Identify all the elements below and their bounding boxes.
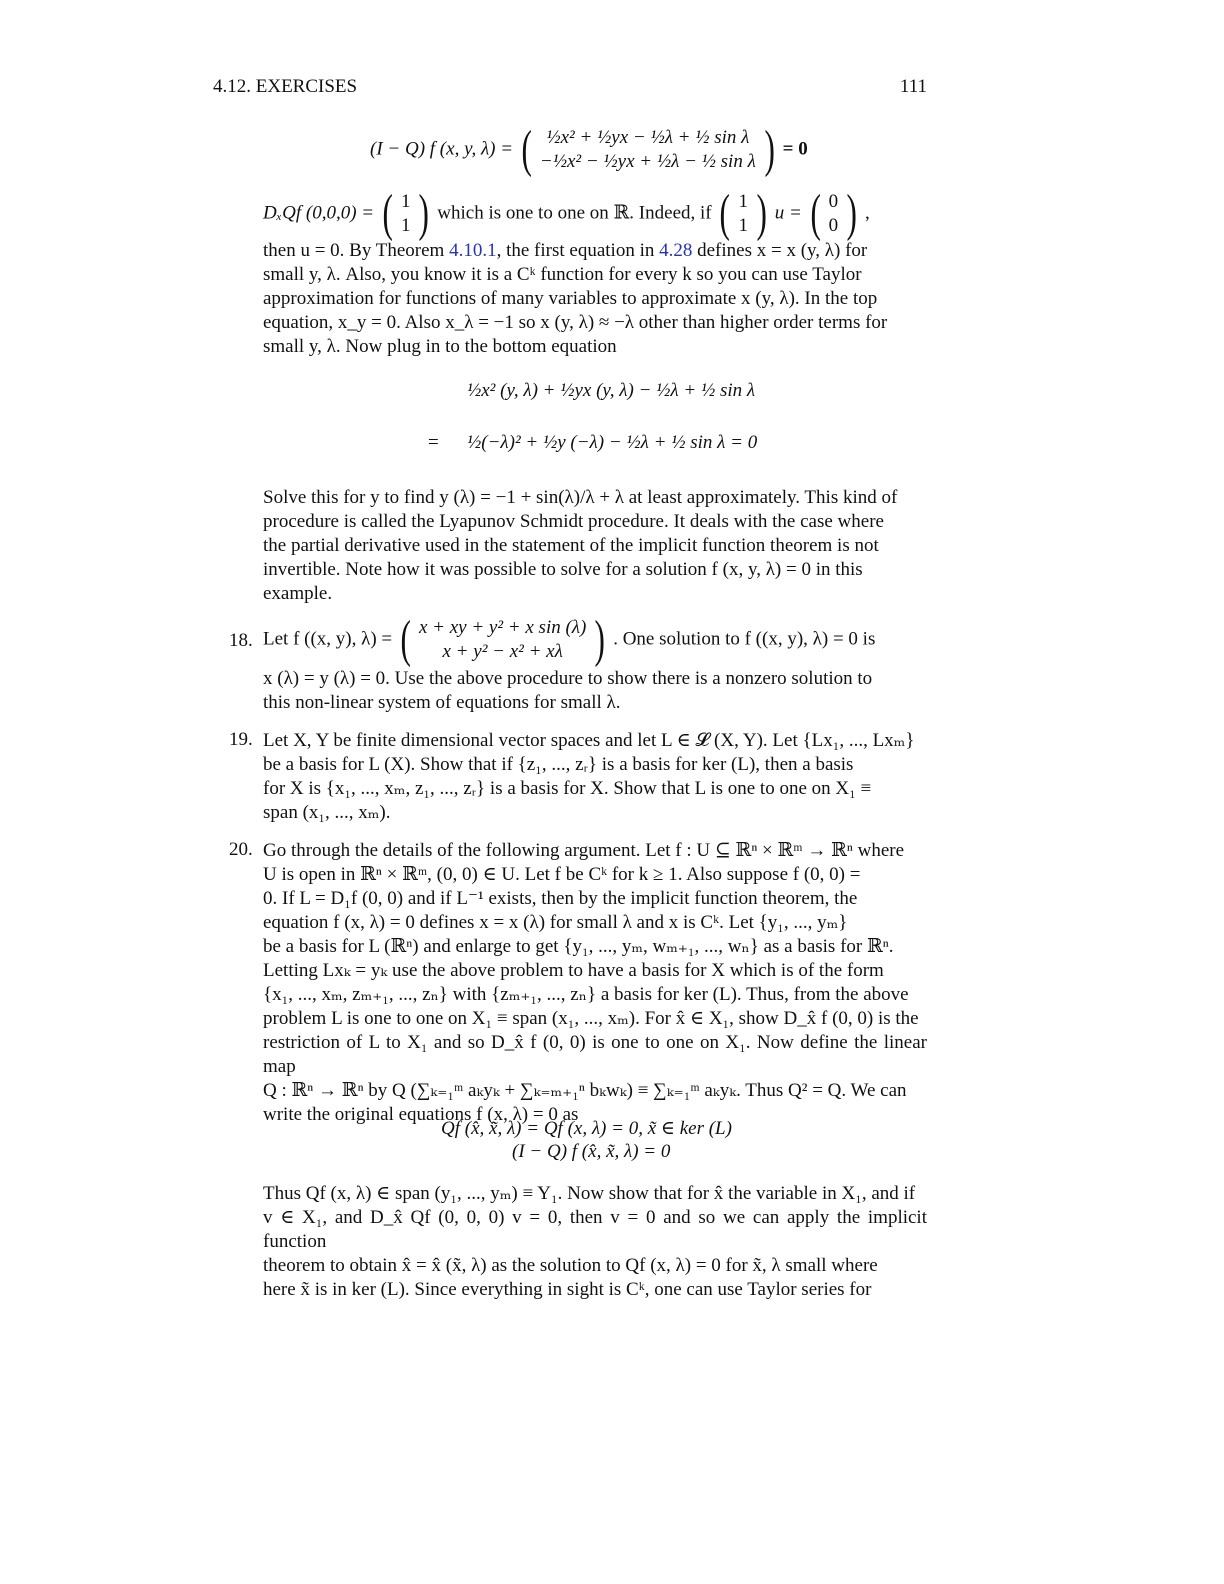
equation-1-matrix — [540, 126, 756, 174]
matrix-row: x + y² − x² + xλ — [442, 641, 563, 662]
paragraph-2-line-5: example. — [263, 583, 333, 604]
exercise-18-matrix — [419, 616, 586, 664]
equation-1-rhs: = 0 — [782, 138, 808, 160]
exercise-20-line-1: Go through the details of the following argument. Let f : U ⊆ ℝⁿ × ℝᵐ → ℝⁿ where — [263, 840, 905, 861]
exercise-19-line-3: for X is {x₁, ..., xₘ, z₁, ..., zᵣ} is a basis for X. Show that L is one to one on X₁ ≡ — [263, 778, 872, 799]
text-run: defines x = x (y, λ) for — [692, 240, 868, 261]
exercise-18-number: 18. — [229, 630, 253, 651]
exercise-19-line-4: span (x₁, ..., xₘ). — [263, 802, 391, 823]
equation-1-lhs: (I − Q) f (x, y, λ) = — [370, 138, 514, 160]
exercise-18-rhs: . One solution to f ((x, y), λ) = 0 is — [613, 628, 876, 650]
exercise-20-line-4: equation f (x, λ) = 0 defines x = x (λ) for small λ and x is Cᵏ. Let {y₁, ..., yₘ} — [263, 912, 848, 933]
section-title: 4.12. EXERCISES — [213, 76, 358, 97]
paragraph-3 — [263, 1182, 927, 1302]
equation-2: DₓQf (0,0,0) = ( 1 1 ) which is one to one on ℝ. Indeed, if ( 1 1 ) u = ( 0 0 ) , — [263, 185, 870, 242]
equation-3-row-1: ½x² (y, λ) + ½yx (y, λ) − ½λ + ½ sin λ — [467, 380, 756, 401]
exercise-20-line-3: 0. If L = D₁f (0, 0) and if L⁻¹ exists, then by the implicit function theorem, the — [263, 888, 858, 909]
paragraph-3-line-3: theorem to obtain x̂ = x̂ (x̃, λ) as the solution to Qf (x, λ) = 0 for x̃, λ small where — [263, 1255, 878, 1276]
exercise-20-line-9: restriction of L to X₁ and so D_x̂ f (0, 0) is one to one on X₁. Now define the linear map — [263, 1032, 927, 1077]
equation-2-text: which is one to one on ℝ. Indeed, if — [437, 202, 712, 224]
exercise-18-line-1: Let f ((x, y), λ) = ( x + xy + y² + x sin (λ) x + y² − x² + xλ ) . One solution to f ((x, y), λ) = 0 is — [263, 611, 876, 668]
exercise-20-line-2: U is open in ℝⁿ × ℝᵐ, (0, 0) ∈ U. Let f be Cᵏ for k ≥ 1. Also suppose f (0, 0) = — [263, 864, 861, 885]
equation-2-vector-2 — [738, 190, 748, 238]
paragraph-3-line-1: Thus Qf (x, λ) ∈ span (y₁, ..., yₘ) ≡ Y₁. Now show that for x̂ the variable in X₁, and if — [263, 1183, 916, 1204]
exercise-20-line-6: Letting Lxₖ = yₖ use the above problem to have a basis for X which is of the form — [263, 960, 884, 981]
exercise-19-line-2: be a basis for L (X). Show that if {z₁, ..., zᵣ} is a basis for ker (L), then a basis — [263, 754, 854, 775]
matrix-row: x + xy + y² + x sin (λ) — [418, 617, 587, 638]
paragraph-2-line-1: Solve this for y to find y (λ) = −1 + sin(λ)/λ + λ at least approximately. This kind of — [263, 487, 898, 508]
paragraph-3-line-2: v ∈ X₁, and D_x̂ Qf (0, 0, 0) v = 0, then v = 0 and so we can apply the implicit function — [263, 1207, 927, 1252]
equation-4-row-1: Qf (x̂, x̃, λ) = Qf (x, λ) = 0, x̃ ∈ ker (L) — [441, 1118, 732, 1139]
exercise-19-number: 19. — [229, 729, 253, 750]
exercise-18-lhs: Let f ((x, y), λ) = — [263, 628, 393, 650]
exercise-18-line-3: this non-linear system of equations for small λ. — [263, 692, 621, 713]
equation-2-mid: u = — [774, 202, 802, 224]
paragraph-1-line-4: equation, x_y = 0. Also x_λ = −1 so x (y, λ) ≈ −λ other than higher order terms for — [263, 312, 888, 333]
paragraph-1-line-2: small y, λ. Also, you know it is a Cᵏ function for every k so you can use Taylor — [263, 264, 862, 285]
equation-1-row-1: ½x² + ½yx − ½λ + ½ sin λ — [546, 127, 750, 148]
exercise-20-body — [263, 839, 927, 1127]
paragraph-2 — [263, 486, 927, 606]
exercise-20-number: 20. — [229, 839, 253, 860]
paragraph-2-line-3: the partial derivative used in the statement of the implicit function theorem is not — [263, 535, 879, 556]
equation-2-vector — [401, 190, 411, 238]
equation-3-row-2: ½(−λ)² + ½y (−λ) − ½λ + ½ sin λ = 0 — [467, 432, 758, 453]
equation-3-equals: = — [428, 432, 439, 453]
exercise-20-line-7: {x₁, ..., xₘ, zₘ₊₁, ..., zₙ} with {zₘ₊₁, ..., zₙ} a basis for ker (L). Thus, from the above — [263, 984, 909, 1005]
paragraph-1-line-5: small y, λ. Now plug in to the bottom equation — [263, 336, 617, 357]
equation-link[interactable]: 4.28 — [659, 240, 693, 261]
exercise-20-line-8: problem L is one to one on X₁ ≡ span (x₁, ..., xₘ). For x̂ ∈ X₁, show D_x̂ f (0, 0) is the — [263, 1008, 919, 1029]
equation-2-vector-3 — [829, 190, 839, 238]
paragraph-2-line-4: invertible. Note how it was possible to solve for a solution f (x, y, λ) = 0 in this — [263, 559, 863, 580]
exercise-18-body — [263, 667, 927, 715]
exercise-20-line-5: be a basis for L (ℝⁿ) and enlarge to get {y₁, ..., yₘ, wₘ₊₁, ..., wₙ} as a basis for ℝⁿ. — [263, 936, 894, 957]
text-run: , the first equation in — [496, 240, 660, 261]
equation-4-row-2: (I − Q) f (x̂, x̃, λ) = 0 — [512, 1141, 671, 1162]
vector-entry: 1 — [738, 191, 748, 212]
equation-1: (I − Q) f (x, y, λ) = ( ½x² + ½yx − ½λ + ½ sin λ −½x² − ½yx + ½λ − ½ sin λ ) = 0 — [370, 121, 808, 178]
exercise-19-line-1: Let X, Y be finite dimensional vector spaces and let L ∈ 𝓛 (X, Y). Let {Lx₁, ..., Lxₘ} — [263, 730, 915, 751]
exercise-20-line-11: write the original equations f (x, λ) = 0 as — [263, 1104, 579, 1125]
paragraph-1-line-3: approximation for functions of many variables to approximate x (y, λ). In the top — [263, 288, 878, 309]
vector-entry: 1 — [400, 191, 411, 212]
exercise-19-body — [263, 729, 927, 825]
text-run: then u = 0. By Theorem — [263, 240, 450, 261]
paragraph-1-line-1 — [263, 239, 927, 263]
vector-entry: 0 — [828, 191, 839, 212]
paragraph-1 — [263, 239, 927, 359]
exercise-20-line-10: Q : ℝⁿ → ℝⁿ by Q (∑ₖ₌₁ᵐ aₖyₖ + ∑ₖ₌ₘ₊₁ⁿ bₖwₖ) ≡ ∑ₖ₌₁ᵐ aₖyₖ. Thus Q² = Q. We can — [263, 1080, 907, 1101]
exercise-18-line-2: x (λ) = y (λ) = 0. Use the above procedure to show there is a nonzero solution to — [263, 668, 873, 689]
page-number: 111 — [899, 76, 927, 97]
equation-2-end: , — [865, 202, 870, 224]
vector-entry: 1 — [738, 215, 748, 236]
paragraph-3-line-4: here x̃ is in ker (L). Since everything in sight is Cᵏ, one can use Taylor series for — [263, 1279, 872, 1300]
vector-entry: 0 — [828, 215, 839, 236]
paragraph-2-line-2: procedure is called the Lyapunov Schmidt procedure. It deals with the case where — [263, 511, 884, 532]
theorem-link[interactable]: 4.10.1 — [449, 240, 497, 261]
equation-2-lhs: DₓQf (0,0,0) = — [263, 202, 375, 224]
vector-entry: 1 — [400, 215, 411, 236]
equation-1-row-2: −½x² − ½yx + ½λ − ½ sin λ — [539, 151, 756, 172]
